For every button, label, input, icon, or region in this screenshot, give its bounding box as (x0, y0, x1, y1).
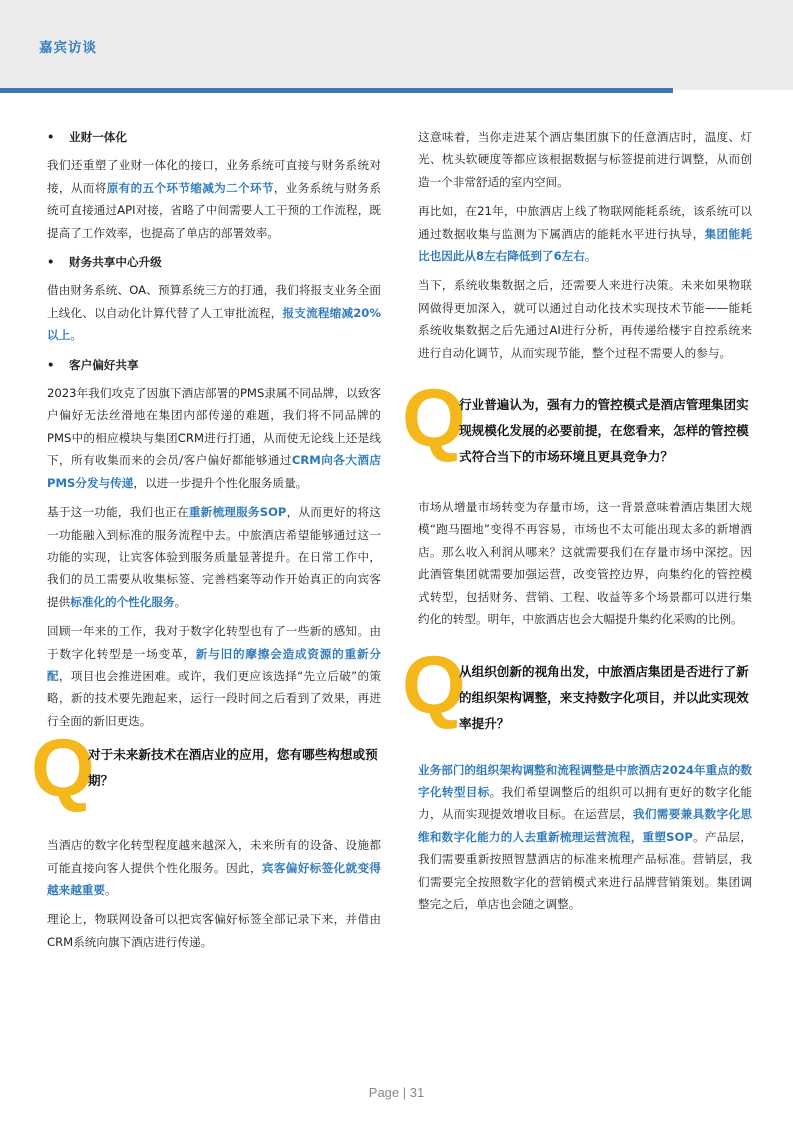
highlight-text: 业务部门的组织架构调整和流程调整是中旅酒店2024年重点的数字化转型目标 (418, 762, 752, 799)
paragraph: 市场从增量市场转变为存量市场，这一背景意味着酒店集团大规模“跑马圈地”变得不再容易，市场也不太可能出现太多的新增酒店。那么收入利润从哪来？这就需要我们在存量市场中深挖。因此酒管集团就需要加强运营，改变管控边界，向集约化的管控模式转型，包括财务、营销、工程、收益等多个场景都可以进行集约化的转型。明年，中旅酒店也会大幅提升集约化采购的比例。 (418, 500, 752, 627)
page-header (0, 0, 793, 90)
text: 2023年我们攻克了因旗下酒店部署的PMS隶属不同品牌，以致客户偏好无法丝滑地在集团内部传递的难题，我们将不同品牌的PMS中的相应模块与集团CRM进行打通，从而使无论线上还是线下，所有收集而来的会员/客户偏好都能够通过 (47, 386, 381, 468)
paragraph (47, 279, 381, 346)
question-block (402, 639, 752, 737)
text: 我们还重塑了业财一体化的接口，业务系统可直接与财务系统对接，从而将 (47, 158, 381, 195)
text: ，从而更好的将这一功能融入到标准的服务流程中去。中旅酒店希望能够通过这一功能的实现，让宾客体验到服务质量显著提升。在日常工作中，我们的员工需要从收集标签、完善档案等动作开始真正的向宾客提供 (47, 505, 381, 609)
bullet-heading (47, 354, 381, 376)
paragraph: 当下，系统收集数据之后，还需要人来进行决策。未来如果物联网做得更加深入，就可以通过自动化技术实现技术节能——能耗系统收集数据之后先通过AI进行分析，再传递给楼宇自控系统来进行自动化调节，从而实现节能，整个过程不需要人的参与。 (418, 278, 752, 360)
text: 。产品层，我们需要重新按照智慧酒店的标准来梳理产品标准。营销层，我们需要完全按照数字化的营销模式来进行品牌营销策划。集团调整完之后，单店也会随之调整。 (418, 829, 752, 911)
text: 。 (174, 594, 187, 609)
paragraph (418, 200, 752, 267)
question-block (31, 723, 381, 816)
paragraph (47, 620, 381, 732)
q-mark-icon: Q (31, 723, 95, 815)
text: 。 (584, 249, 597, 264)
text: 。 (70, 328, 82, 343)
text: ，项目也会推进困难。或许，我们更应该选择“先立后破”的策略，新的技术要先跑起来，运行一段时间之后看到了效果，再进行全面的新旧更迭。 (47, 668, 381, 728)
highlight-text: 标准化的个性化服务 (70, 594, 175, 609)
highlight-text: CRM向各大酒店PMS分发与传递 (47, 453, 381, 490)
paragraph (47, 834, 381, 901)
text: 当酒店的数字化转型程度越来越深入，未来所有的设备、设施都可能直接向客人提供个性化服务。因此， (47, 838, 381, 875)
text: 再比如，在21年，中旅酒店上线了物联网能耗系统，该系统可以通过数据收集与监测为下属酒店的能耗水平进行执导， (418, 204, 752, 241)
highlight-text: 报支流程缩减20%以上 (47, 305, 381, 343)
question-text: 从组织创新的视角出发，中旅酒店集团是否进行了新的组织架构调整，来支持数字化项目，并以此实现效率提升？ (459, 663, 749, 731)
paragraph (418, 759, 752, 916)
text: 。我们希望调整后的组织可以拥有更好的数字化能力，从而实现提效增收目标。在运营层， (418, 784, 752, 822)
bullet-dot: • (47, 357, 55, 372)
bullet-heading-text: 财务共享中心升级 (69, 255, 162, 270)
highlight-text: 集团能耗比也因此从8左右降低到了6左右 (418, 226, 752, 264)
paragraph (47, 501, 381, 613)
header-rule (0, 88, 673, 93)
right-column (402, 126, 752, 922)
text: 基于这一功能，我们也正在 (47, 505, 189, 520)
text: 借由财务系统、OA、预算系统三方的打通，我们将报支业务全面上线化、以自动化计算代替了人工审批流程， (47, 283, 381, 320)
paragraph: 理论上，物联网设备可以把宾客偏好标签全部记录下来，并借由CRM系统向旗下酒店进行传递。 (47, 912, 381, 949)
paragraph (47, 154, 381, 244)
question-text: 行业普遍认为，强有力的管控模式是酒店管理集团实现规模化发展的必要前提，在您看来，怎样的管控模式符合当下的市场环境且更具竞争力？ (459, 397, 749, 465)
paragraph: 这意味着，当你走进某个酒店集团旗下的任意酒店时，温度、灯光、枕头软硬度等都应该根据数据与标签提前进行调整，从而创造一个非常舒适的室内空间。 (418, 130, 752, 189)
highlight-text: 我们需要兼具数字化思维和数字化能力的人去重新梳理运营流程，重塑SOP (418, 807, 752, 844)
bullet-dot: • (47, 255, 55, 270)
bullet-dot: • (47, 130, 55, 144)
page-number: Page | 31 (368, 1085, 425, 1100)
highlight-text: 新与旧的摩擦会造成资源的重新分配 (47, 646, 381, 683)
question-block (402, 373, 752, 470)
paragraph (47, 382, 381, 494)
text: ，业务系统与财务系统可直接通过API对接，省略了中间需要人工干预的工作流程，既提高了工作效率，也提高了单店的部署效率。 (47, 180, 381, 240)
text: 回顾一年来的工作，我对于数字化转型也有了一些新的感知。由于数字化转型是一场变革， (47, 624, 381, 661)
bullet-heading-text: 客户偏好共享 (69, 357, 139, 372)
q-mark-icon: Q (402, 373, 466, 465)
highlight-text: 宾客偏好标签化就变得越来越重要 (47, 860, 381, 897)
bullet-heading (47, 251, 381, 273)
q-mark-icon: Q (402, 639, 466, 731)
question-text: 对于未来新技术在酒店业的应用，您有哪些构想或预期？ (88, 747, 378, 789)
left-column (31, 126, 381, 960)
section-title: 嘉宾访谈 (39, 40, 97, 56)
highlight-text: 重新梳理服务SOP (188, 505, 287, 520)
highlight-text: 原有的五个环节缩减为二个环节 (106, 180, 274, 195)
bullet-heading (47, 126, 381, 148)
bullet-heading-text: 业财一体化 (69, 130, 127, 144)
text: ，以进一步提升个性化服务质量。 (133, 475, 308, 490)
text: 。 (104, 882, 117, 897)
